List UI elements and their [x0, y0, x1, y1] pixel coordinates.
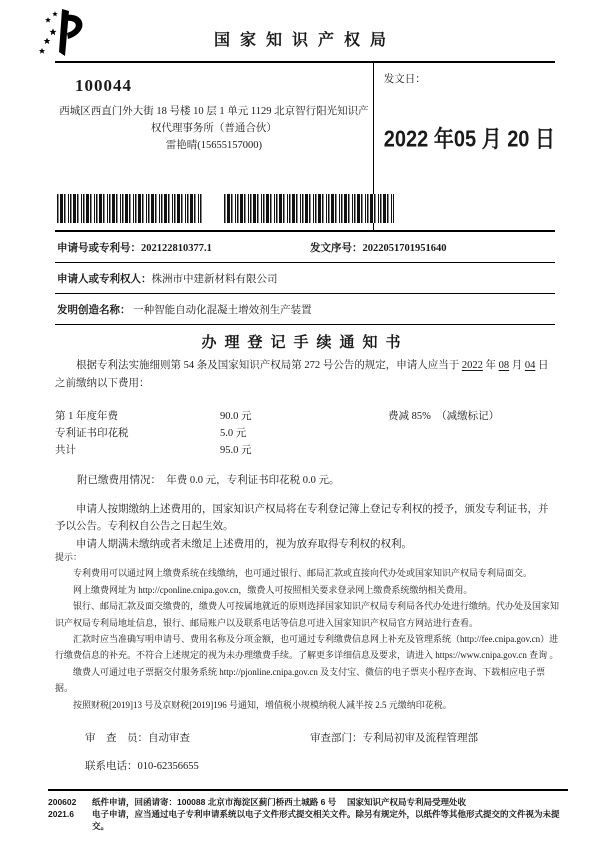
footer-paper-instruction: 纸件申请，回函请寄：100088 北京市海淀区蓟门桥西土城路 6 号 国家知识产权局专利局受理处收: [92, 797, 467, 807]
grant-paragraph: 申请人按期缴纳上述费用的，国家知识产权局将在专利登记簿上登记专利权的授予，颁发专利证书，并予以公告。专利权自公告之日起生效。: [55, 503, 549, 532]
applicant-row: [55, 263, 555, 294]
fee-reduction-note: 费减 85% （减缴标记）: [388, 411, 500, 422]
fee-row-stamp-tax: [55, 425, 555, 442]
footer-electronic-instruction: 电子申请，应当通过电子专利申请系统以电子文件形式提交相关文件。除另有规定外，以纸件等其他形式提交的文件视为未提交。: [92, 809, 560, 831]
application-number-row: [55, 232, 555, 263]
tip-item: 缴费人可通过电子票据交付服务系统 http://pjonline.cnipa.gov.cn 及支付宝、微信的电子票夹小程序查询、下载相应电子票据。: [55, 666, 546, 694]
month-unit: 月: [509, 360, 525, 371]
tips-section: [55, 549, 562, 713]
applicant-value: 株洲市中建新材料有限公司: [151, 273, 278, 285]
invention-title-label: 发明创造名称：: [57, 304, 131, 316]
dispatch-serial-label: 发文序号：: [310, 242, 363, 254]
fee-amount: 5.0 元: [220, 428, 247, 439]
fee-note: [388, 442, 555, 459]
year-unit: 年: [482, 360, 499, 371]
dispatch-serial-cell: [310, 240, 447, 255]
invention-title-row: [55, 294, 555, 325]
recipient-name: 雷艳晴(15655157000): [165, 140, 263, 151]
dispatch-serial-value: 2022051701951640: [362, 242, 447, 254]
barcode-right: [224, 194, 394, 223]
day-unit: 日: [535, 360, 549, 371]
forfeit-paragraph: 申请人期满未缴纳或者未缴足上述费用的，视为放弃取得专利权的权利。: [76, 538, 412, 550]
fee-note: [388, 425, 555, 442]
barcode-row: [57, 194, 394, 223]
fee-amount: 95.0 元: [220, 445, 252, 456]
phone-label: 联系电话：: [85, 761, 138, 772]
contact-phone-row: [85, 758, 555, 773]
intro-paragraph: [55, 357, 555, 392]
fee-label: 共计: [55, 445, 76, 456]
examiner-row: [85, 730, 555, 745]
department-label: 审查部门：: [310, 733, 363, 744]
examiner-cell: [85, 730, 310, 745]
address-line-1: 西城区西直门外大街 18 号楼 10 层 1 单元 1129 北京智行阳光知识产: [59, 106, 369, 117]
application-number-cell: [57, 240, 310, 255]
address-dispatch-box: [55, 61, 555, 232]
form-code: 200602: [48, 797, 77, 807]
application-number-label: 申请号或专利号：: [57, 242, 141, 254]
examiner-label: 审 查 员：: [85, 733, 148, 744]
intro-continuation: 之前缴纳以下费用：: [55, 377, 150, 389]
due-month: 08: [498, 360, 510, 371]
department-cell: [310, 730, 478, 745]
agency-title: 国家知识产权局: [213, 32, 396, 49]
tip-item: 银行、邮局汇款及面交缴费的，缴费人可按属地就近的原则选择国家知识产权局专利局各代办处进行缴纳。代办处及国家知识产权局专利局地址信息，银行、邮局账户以及联系电话等信息可进入国家知识产权局官方网站进行查看。: [55, 601, 560, 628]
department-value: 专利局初审及流程管理部: [362, 733, 478, 744]
fee-row-total: [55, 442, 555, 459]
dispatch-date-stamp: 2022 年05 月 20 日: [383, 126, 555, 153]
dispatch-date-cell: [373, 63, 555, 230]
paid-fees-info: 附已缴费用情况： 年费 0.0 元，专利证书印花税 0.0 元。: [77, 475, 340, 486]
tips-heading: 提示：: [55, 552, 83, 562]
invention-title-value: 一种智能自动化混凝土增效剂生产装置: [133, 304, 312, 316]
tip-item: 网上缴费网址为 http://cponline.cnipa.gov.cn，缴费人可按照相关要求登录网上缴费系统缴纳相关费用。: [73, 584, 473, 595]
form-footer: [48, 789, 568, 832]
fee-amount: 90.0 元: [220, 411, 252, 422]
footer-instructions: [92, 796, 568, 832]
fee-table: [55, 408, 555, 459]
application-number-value: 202122810377.1: [141, 242, 212, 254]
fee-row-annuity: [55, 408, 555, 425]
barcode-left: [57, 194, 202, 223]
address-line-2: 权代理事务所（普通合伙）: [150, 123, 277, 134]
tip-item: 汇款时应当准确写明申请号、费用名称及分项金额，也可通过专利缴费信息网上补充及管理系统（http://fee.cnipa.gov.cn）进行缴费信息的补充。不符合上述规定的视为未办理缴费手续。了解更多详细信息及要求，请进入 https://www.cnipa.gov.cn 查询 。: [55, 634, 559, 661]
mailing-address: [55, 103, 373, 154]
tip-item: 专利费用可以通过网上缴费系统在线缴纳，也可通过银行、邮局汇款或直接向代办处或国家知识产权局专利局面交。: [73, 568, 533, 579]
phone-value: 010-62356655: [137, 761, 199, 772]
dispatch-date-label: 发文日：: [383, 74, 426, 85]
notice-title: 办理登记手续通知书: [201, 335, 409, 351]
applicant-label: 申请人或专利权人：: [57, 273, 152, 285]
notice-body: [55, 357, 555, 553]
postal-code: 100044: [75, 76, 132, 95]
case-meta-table: [55, 232, 555, 325]
tip-item: 按照财税[2019]13 号及京财税[2019]196 号通知，增值税小规模纳税人减半按 2.5 元缴纳印花税。: [73, 699, 452, 710]
due-year: 2022: [461, 360, 483, 371]
signoff-section: [85, 730, 555, 773]
examiner-value: 自动审查: [148, 733, 190, 744]
form-code-date: 2021.6: [48, 809, 74, 819]
fee-label: 第 1 年度年费: [55, 411, 118, 422]
mailing-address-block: [55, 63, 373, 230]
fee-label: 专利证书印花税: [55, 428, 129, 439]
form-code-block: [48, 796, 92, 832]
due-day: 04: [524, 360, 536, 371]
intro-text: 根据专利法实施细则第 54 条及国家知识产权局第 272 号公告的规定，申请人应当于: [76, 360, 462, 371]
